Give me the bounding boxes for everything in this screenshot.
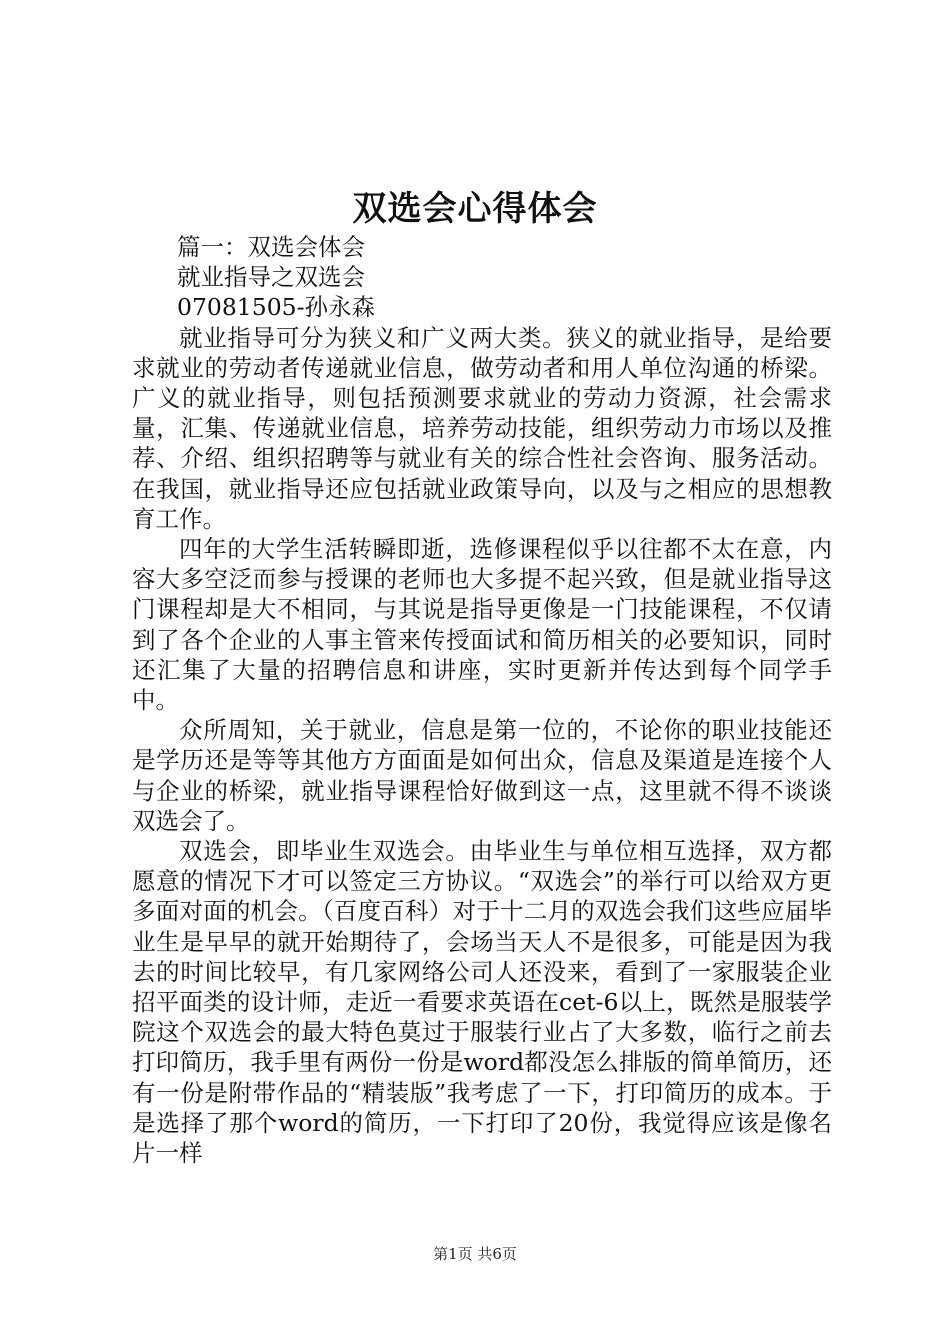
paragraph-2: 四年的大学生活转瞬即逝，选修课程似乎以往都不太在意，内容大多空泛而参与授课的老师也大多提不起兴致，但是就业指导这门课程却是大不相同，与其说是指导更像是一门技能课程，不仅请到了各个企业的人事主管来传授面试和简历相关的必要知识，同时还汇集了大量的招聘信息和讲座，实时更新并传达到每个同学手中。 bbox=[132, 535, 832, 715]
section-subtitle: 就业指导之双选会 bbox=[177, 263, 365, 292]
section-heading: 篇一：双选会体会 bbox=[177, 233, 365, 261]
page-footer: 第1页 共6页 bbox=[433, 1245, 517, 1263]
document-title: 双选会心得体会 bbox=[352, 189, 598, 229]
author-line: 07081505-孙永森 bbox=[177, 293, 376, 322]
paragraph-4: 双选会，即毕业生双选会。由毕业生与单位相互选择，双方都愿意的情况下才可以签定三方协议。“双选会”的举行可以给双方更多面对面的机会。（百度百科）对于十二月的双选会我们这些应届毕业生是早早的就开始期待了，会场当天人不是很多，可能是因为我去的时间比较早，有几家网络公司人还没来，看到了一家服装企业招平面类的设计师，走近一看要求英语在cet-6以上，既然是服装学院这个双选会的最大特色莫过于服装行业占了大多数，临行之前去打印简历，我手里有两份一份是word都没怎么排版的简单简历，还有一份是附带作品的“精装版”我考虑了一下，打印简历的成本。于是选择了那个word的简历，一下打印了20份，我觉得应该是像名片一样 bbox=[132, 837, 832, 1168]
paragraph-1: 就业指导可分为狭义和广义两大类。狭义的就业指导，是给要求就业的劳动者传递就业信息，做劳动者和用人单位沟通的桥梁。广义的就业指导，则包括预测要求就业的劳动力资源，社会需求量，汇集、传递就业信息，培养劳动技能，组织劳动力市场以及推荐、介绍、组织招聘等与就业有关的综合性社会咨询、服务活动。在我国，就业指导还应包括就业政策导向，以及与之相应的思想教育工作。 bbox=[132, 323, 832, 533]
paragraph-3: 众所周知，关于就业，信息是第一位的，不论你的职业技能还是学历还是等等其他方方面面是如何出众，信息及渠道是连接个人与企业的桥梁，就业指导课程恰好做到这一点，这里就不得不谈谈双选会了。 bbox=[132, 716, 832, 835]
document-body bbox=[132, 232, 832, 1168]
